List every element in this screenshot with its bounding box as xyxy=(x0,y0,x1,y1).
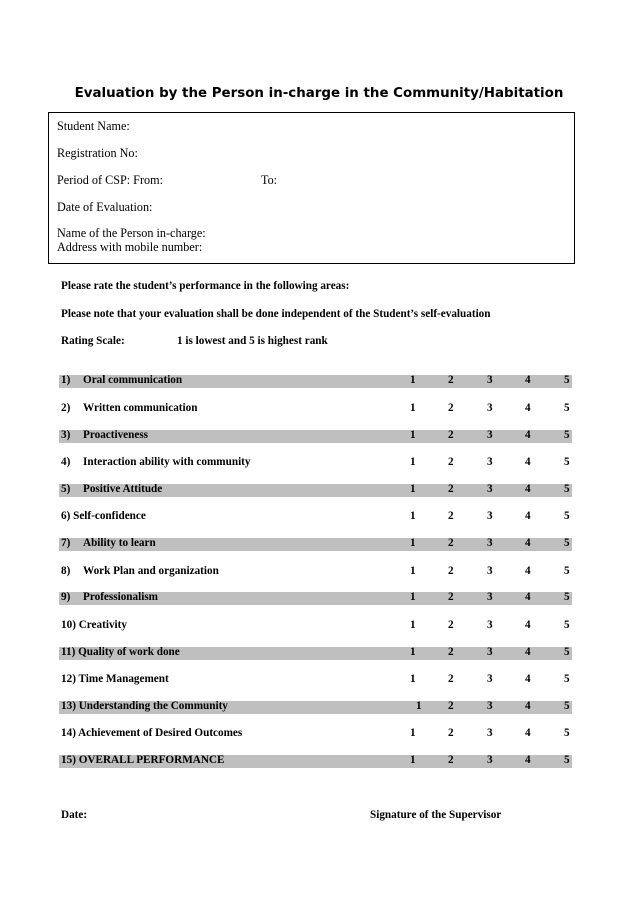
rating-option-4[interactable]: 4 xyxy=(525,565,531,577)
criterion-label: 15) OVERALL PERFORMANCE xyxy=(61,754,225,766)
rating-option-3[interactable]: 3 xyxy=(487,619,493,631)
rating-option-1[interactable]: 1 xyxy=(410,619,416,631)
criterion-row xyxy=(59,375,572,388)
criterion-row xyxy=(59,484,572,497)
rating-option-3[interactable]: 3 xyxy=(487,374,493,386)
rating-option-1[interactable]: 1 xyxy=(410,565,416,577)
rating-option-5[interactable]: 5 xyxy=(564,510,570,522)
date-of-evaluation-label: Date of Evaluation: xyxy=(57,200,153,214)
criterion-label: 11) Quality of work done xyxy=(61,646,180,658)
rating-option-3[interactable]: 3 xyxy=(487,673,493,685)
criterion-number: 7) xyxy=(61,537,71,549)
rating-option-3[interactable]: 3 xyxy=(487,402,493,414)
date-label: Date: xyxy=(61,809,88,821)
rating-option-3[interactable]: 3 xyxy=(487,429,493,441)
period-to-label: To: xyxy=(261,173,278,187)
rating-option-5[interactable]: 5 xyxy=(564,402,570,414)
criterion-label: 10) Creativity xyxy=(61,619,127,631)
criterion-row xyxy=(59,701,572,714)
rating-option-2[interactable]: 2 xyxy=(448,537,454,549)
rating-option-3[interactable]: 3 xyxy=(487,700,493,712)
criterion-label: 6) Self-confidence xyxy=(61,510,146,522)
rating-option-1[interactable]: 1 xyxy=(410,754,416,766)
rating-option-3[interactable]: 3 xyxy=(487,727,493,739)
rating-option-5[interactable]: 5 xyxy=(564,565,570,577)
rating-option-5[interactable]: 5 xyxy=(564,483,570,495)
person-in-charge-label: Name of the Person in-charge: xyxy=(57,226,206,240)
rating-option-2[interactable]: 2 xyxy=(448,429,454,441)
rating-option-5[interactable]: 5 xyxy=(564,754,570,766)
rating-option-5[interactable]: 5 xyxy=(564,591,570,603)
criterion-label: Interaction ability with community xyxy=(83,456,251,468)
rating-option-2[interactable]: 2 xyxy=(448,619,454,631)
rating-option-4[interactable]: 4 xyxy=(525,402,531,414)
independence-note: Please note that your evaluation shall be done independent of the Student’s self-evaluation xyxy=(61,308,491,320)
criterion-number: 3) xyxy=(61,429,71,441)
rating-option-4[interactable]: 4 xyxy=(525,537,531,549)
student-name-label: Student Name: xyxy=(57,119,130,133)
criterion-number: 2) xyxy=(61,402,71,414)
rating-scale-value: 1 is lowest and 5 is highest rank xyxy=(177,335,328,347)
rating-option-4[interactable]: 4 xyxy=(525,673,531,685)
rating-option-5[interactable]: 5 xyxy=(564,374,570,386)
criterion-number: 4) xyxy=(61,456,71,468)
rating-option-5[interactable]: 5 xyxy=(564,619,570,631)
rate-instruction: Please rate the student’s performance in the following areas: xyxy=(61,280,350,292)
rating-option-2[interactable]: 2 xyxy=(448,591,454,603)
period-from-label: Period of CSP: From: xyxy=(57,173,163,187)
student-info-box xyxy=(48,112,575,264)
rating-option-1[interactable]: 1 xyxy=(410,374,416,386)
criterion-row xyxy=(59,620,572,633)
rating-option-3[interactable]: 3 xyxy=(487,537,493,549)
criterion-row xyxy=(59,403,572,416)
rating-option-1[interactable]: 1 xyxy=(416,700,422,712)
criterion-label: Professionalism xyxy=(83,591,158,603)
rating-option-2[interactable]: 2 xyxy=(448,754,454,766)
criterion-row xyxy=(59,647,572,660)
signature-label: Signature of the Supervisor xyxy=(370,809,502,821)
rating-option-3[interactable]: 3 xyxy=(487,483,493,495)
criterion-row xyxy=(59,566,572,579)
rating-option-1[interactable]: 1 xyxy=(410,673,416,685)
criterion-label: Work Plan and organization xyxy=(83,565,219,577)
rating-option-4[interactable]: 4 xyxy=(525,754,531,766)
rating-option-3[interactable]: 3 xyxy=(487,591,493,603)
rating-option-2[interactable]: 2 xyxy=(448,646,454,658)
rating-option-1[interactable]: 1 xyxy=(410,510,416,522)
rating-option-4[interactable]: 4 xyxy=(525,646,531,658)
rating-option-2[interactable]: 2 xyxy=(448,510,454,522)
rating-option-4[interactable]: 4 xyxy=(525,700,531,712)
criterion-label: 14) Achievement of Desired Outcomes xyxy=(61,727,243,739)
rating-option-2[interactable]: 2 xyxy=(448,374,454,386)
registration-no-label: Registration No: xyxy=(57,146,138,160)
rating-option-1[interactable]: 1 xyxy=(410,591,416,603)
rating-option-3[interactable]: 3 xyxy=(487,456,493,468)
criterion-row xyxy=(59,674,572,687)
criterion-number: 5) xyxy=(61,483,71,495)
criterion-row xyxy=(59,430,572,443)
rating-option-2[interactable]: 2 xyxy=(448,483,454,495)
criterion-label: Written communication xyxy=(83,402,198,414)
rating-option-5[interactable]: 5 xyxy=(564,646,570,658)
criterion-label: Ability to learn xyxy=(83,537,156,549)
rating-option-4[interactable]: 4 xyxy=(525,456,531,468)
rating-option-5[interactable]: 5 xyxy=(564,429,570,441)
rating-option-4[interactable]: 4 xyxy=(525,591,531,603)
rating-option-4[interactable]: 4 xyxy=(525,429,531,441)
rating-option-4[interactable]: 4 xyxy=(525,510,531,522)
criterion-label: Oral communication xyxy=(83,374,183,386)
rating-option-4[interactable]: 4 xyxy=(525,727,531,739)
rating-option-5[interactable]: 5 xyxy=(564,727,570,739)
rating-option-1[interactable]: 1 xyxy=(410,483,416,495)
criterion-row xyxy=(59,592,572,605)
criterion-row xyxy=(59,457,572,470)
rating-option-1[interactable]: 1 xyxy=(410,429,416,441)
rating-option-2[interactable]: 2 xyxy=(448,673,454,685)
criterion-row xyxy=(59,511,572,524)
rating-option-5[interactable]: 5 xyxy=(564,700,570,712)
criterion-label: Proactiveness xyxy=(83,429,149,441)
rating-scale-label: Rating Scale: xyxy=(61,335,125,347)
rating-option-2[interactable]: 2 xyxy=(448,565,454,577)
rating-option-2[interactable]: 2 xyxy=(448,700,454,712)
rating-option-3[interactable]: 3 xyxy=(487,510,493,522)
address-label: Address with mobile number: xyxy=(57,240,203,254)
criterion-number: 1) xyxy=(61,374,71,386)
rating-option-5[interactable]: 5 xyxy=(564,456,570,468)
criterion-label: 12) Time Management xyxy=(61,673,169,685)
rating-option-3[interactable]: 3 xyxy=(487,646,493,658)
criterion-number: 8) xyxy=(61,565,71,577)
rating-option-5[interactable]: 5 xyxy=(564,537,570,549)
criterion-number: 9) xyxy=(61,591,71,603)
rating-option-1[interactable]: 1 xyxy=(410,646,416,658)
criterion-row xyxy=(59,755,572,768)
rating-option-5[interactable]: 5 xyxy=(564,673,570,685)
rating-option-2[interactable]: 2 xyxy=(448,456,454,468)
criterion-row xyxy=(59,538,572,551)
rating-option-3[interactable]: 3 xyxy=(487,565,493,577)
rating-option-1[interactable]: 1 xyxy=(410,537,416,549)
rating-option-4[interactable]: 4 xyxy=(525,483,531,495)
page-title: Evaluation by the Person in-charge in the Community/Habitation xyxy=(74,86,564,101)
rating-option-4[interactable]: 4 xyxy=(525,619,531,631)
rating-option-1[interactable]: 1 xyxy=(410,727,416,739)
rating-option-2[interactable]: 2 xyxy=(448,402,454,414)
rating-option-3[interactable]: 3 xyxy=(487,754,493,766)
criterion-row xyxy=(59,728,572,741)
rating-option-2[interactable]: 2 xyxy=(448,727,454,739)
rating-option-4[interactable]: 4 xyxy=(525,374,531,386)
criterion-label: 13) Understanding the Community xyxy=(61,700,228,712)
rating-option-1[interactable]: 1 xyxy=(410,402,416,414)
criterion-label: Positive Attitude xyxy=(83,483,163,495)
rating-option-1[interactable]: 1 xyxy=(410,456,416,468)
